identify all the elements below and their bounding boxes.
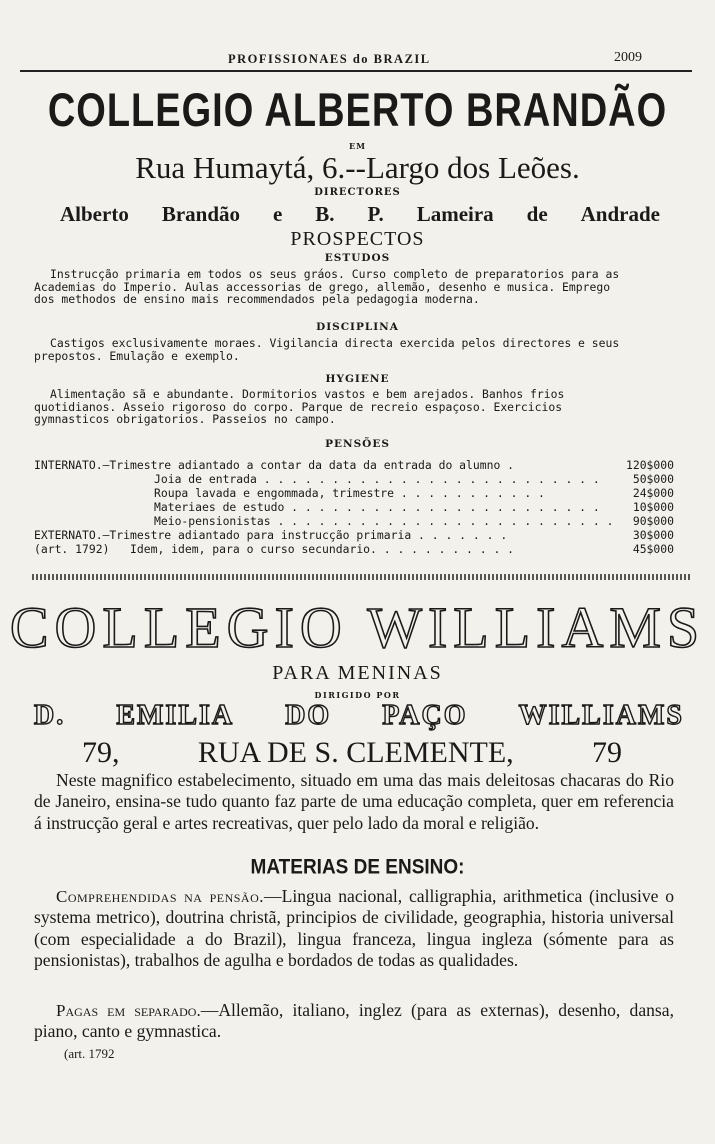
address-part: 79 (592, 736, 622, 769)
ad2-materias-heading: MATERIAS DE ENSINO: (250, 855, 465, 879)
header-rule (20, 70, 692, 72)
estudos-line: Academias do Imperio. Aulas accessorias de grego, allemão, desenho e musica. Emprego (34, 279, 611, 294)
running-head: PROFISSIONAES do BRAZIL (228, 52, 431, 66)
pagas-label: Pagas em separado. (56, 1001, 201, 1020)
pagas-text: —Allemão, italiano, inglez (para as externas), desenho, dansa, piano, canto e gymnastica. (34, 1000, 674, 1042)
fee-label: EXTERNATO.—Trimestre adiantado para instrucção primaria . . . . . . . (34, 528, 508, 542)
ad2-pagas-paragraph (34, 1000, 674, 1043)
ad1-directors (60, 202, 660, 227)
director-word: Lameira (416, 202, 494, 226)
disciplina-line: Castigos exclusivamente moraes. Vigilancia directa exercida pelos directores e seus (50, 336, 620, 350)
address-part: 79, (82, 736, 120, 769)
ad2-art-reference: (art. 1792 (64, 1046, 115, 1061)
fee-amount: 10$000 (632, 500, 674, 514)
director-word: Andrade (580, 202, 660, 226)
disciplina-line: prepostos. Emulação e exemplo. (34, 348, 240, 363)
fee-amount: 24$000 (632, 486, 674, 500)
ad1-title: COLLEGIO ALBERTO BRANDÃO (47, 84, 668, 138)
fee-row (34, 514, 674, 527)
fee-label: Roupa lavada e engommada, trimestre . . . . . . . . . . . (154, 486, 545, 500)
hygiene-paragraph (34, 388, 674, 426)
address-part: RUA DE S. CLEMENTE, (197, 736, 514, 769)
hygiene-line: gymnasticos obrigatorios. Passeios no campo. (34, 412, 336, 426)
fee-amount: 120$000 (625, 458, 674, 472)
estudos-paragraph (34, 268, 674, 306)
fee-row (34, 472, 674, 485)
director-name-word: DO (285, 700, 332, 731)
fee-label: Materiaes de estudo . . . . . . . . . . . . . . . . . . . . . . . (154, 500, 600, 514)
director-name-word: EMILIA (116, 700, 235, 731)
hygiene-line: Alimentação sã e abundante. Dormitorios vastos e bem arejados. Banhos frios (50, 387, 565, 401)
ad2-subtitle: PARA MENINAS (272, 662, 443, 684)
ad1-prospectos: PROSPECTOS (290, 228, 425, 250)
estudos-line: Instrucção primaria em todos os seus gráos. Curso completo de preparatorios para as (50, 267, 620, 281)
estudos-heading: ESTUDOS (324, 252, 391, 264)
pensoes-heading: PENSÕES (325, 438, 390, 450)
ornamental-divider (32, 574, 692, 580)
director-word: P. (367, 202, 384, 226)
fee-amount: 45$000 (632, 542, 674, 556)
ad2-address (82, 736, 622, 770)
hygiene-heading: HYGIENE (325, 373, 390, 385)
director-name-word: WILLIAMS (518, 700, 684, 731)
fee-amount: 30$000 (632, 528, 674, 542)
director-name-word: D. (34, 700, 66, 731)
director-word: e (272, 202, 283, 226)
fee-amount: 90$000 (632, 514, 674, 528)
ad1-directors-heading: DIRECTORES (314, 187, 401, 198)
fee-label: Joia de entrada . . . . . . . . . . . . . . . . . . . . . . . . . (154, 472, 600, 486)
disciplina-paragraph (34, 337, 674, 362)
fee-label: INTERNATO.—Trimestre adiantado a contar da data da entrada do alumno . (34, 458, 515, 472)
ad2-title: COLLEGIO WILLIAMS (9, 595, 706, 660)
director-word: de (526, 202, 548, 226)
fee-row (34, 486, 674, 499)
disciplina-heading: DISCIPLINA (316, 321, 399, 333)
ad2-compre-paragraph (34, 886, 674, 971)
director-word: Alberto (60, 202, 129, 226)
compre-text: —Lingua nacional, calligraphia, arithmetica (inclusive o systema metrico), doutrina christã, principios de civilidade, geographia, historia universal (com especialidade a do Brazil), lingua franceza, lingua ingleza (sómente para as pensionistas), trabalhos de agulha e bordados de todas as qualidades. (34, 886, 674, 970)
page-number: 2009 (614, 50, 642, 65)
estudos-line: dos methodos de ensino mais recommendados pela pedagogia moderna. (34, 292, 480, 306)
fee-amount: 50$000 (632, 472, 674, 486)
fee-row (34, 458, 674, 471)
hygiene-line: quotidianos. Asseio rigoroso do corpo. Parque de recreio espaçoso. Exercicios (34, 399, 563, 414)
fee-row (34, 542, 674, 555)
director-name-word: PAÇO (382, 700, 468, 731)
fee-row (34, 528, 674, 541)
ad2-intro: Neste magnifico estabelecimento, situado em uma das mais deleitosas chacaras do Rio de Janeiro, ensina-se tudo quanto faz parte de uma educação completa, quer em referencia á instrucção geral e artes recreativas, quer pelo lado da moral e religião. (34, 770, 674, 833)
compre-label: Comprehendidas na pensão. (56, 887, 265, 906)
ad1-address: Rua Humaytá, 6.--Largo dos Leões. (135, 150, 580, 185)
fee-label: (art. 1792) Idem, idem, para o curso secundario. . . . . . . . . . . (34, 542, 515, 556)
ad2-director-name (34, 700, 684, 732)
ad1-em: EM (349, 141, 366, 151)
director-word: Brandão (161, 202, 240, 226)
fee-label: Meio-pensionistas . . . . . . . . . . . . . . . . . . . . . . . . . (154, 514, 614, 528)
ad2-dirigido: DIRIGIDO POR (314, 690, 401, 700)
director-word: B. (315, 202, 335, 226)
fee-row (34, 500, 674, 513)
